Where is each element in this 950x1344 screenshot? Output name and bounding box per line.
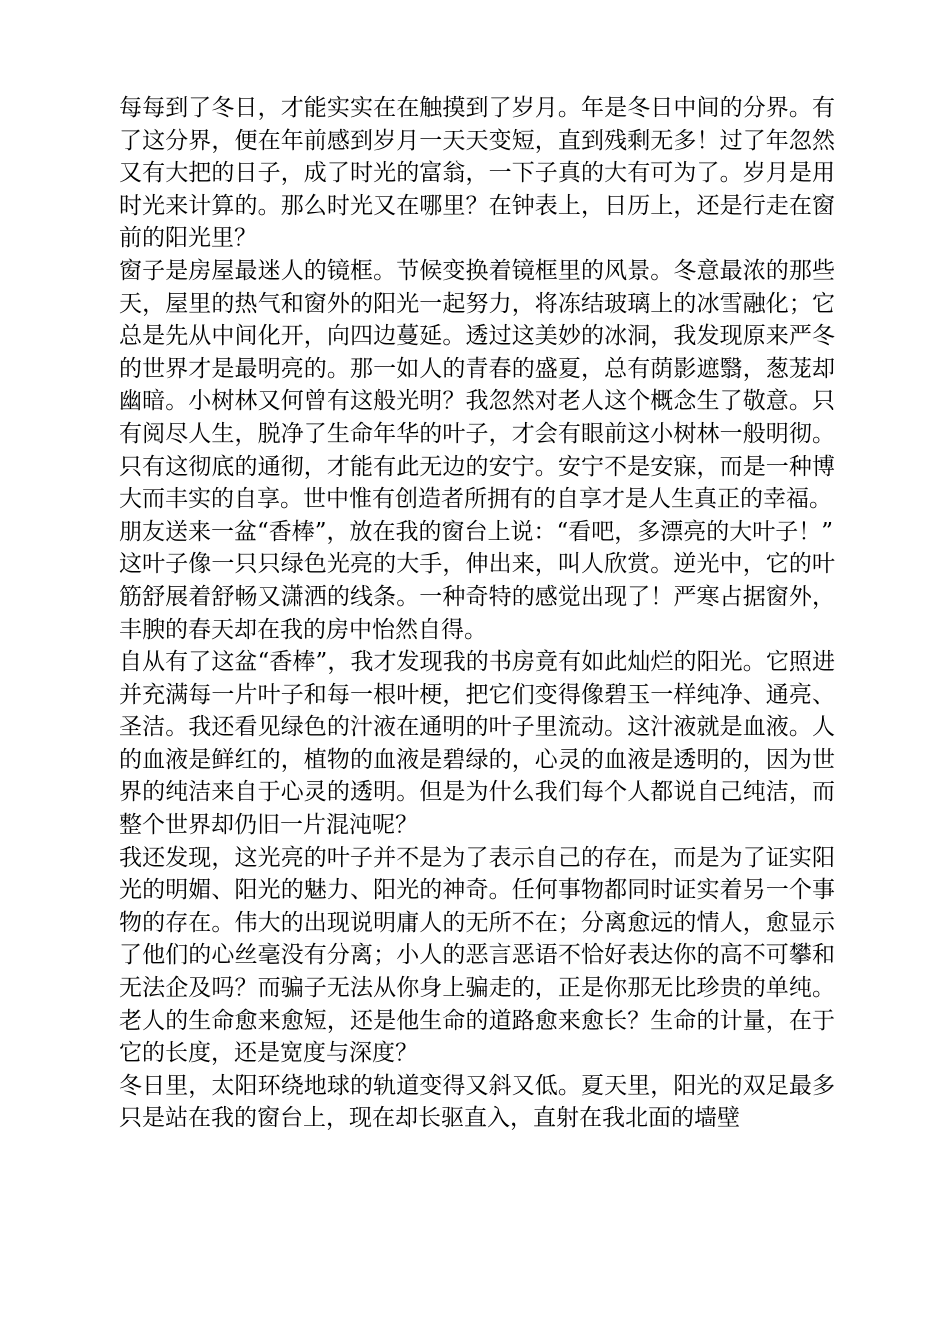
paragraph-7: 冬日里，太阳环绕地球的轨道变得又斜又低。夏天里，阳光的双足最多只是站在我的窗台上，现在却长驱直入，直射在我北面的墙壁 [119, 1072, 835, 1132]
paragraph-4: 这叶子像一只只绿色光亮的大手，伸出来，叫人欣赏。逆光中，它的叶筋舒展着舒畅又潇洒的线条。一种奇特的感觉出现了！严寒占据窗外，丰腴的春天却在我的房中怡然自得。 [119, 551, 835, 643]
paragraph-5: 自从有了这盆“香棒”，我才发现我的书房竟有如此灿烂的阳光。它照进并充满每一片叶子和每一根叶梗，把它们变得像碧玉一样纯净、通亮、圣洁。我还看见绿色的汁液在通明的叶子里流动。这汁液就是血液。人的血液是鲜红的，植物的血液是碧绿的，心灵的血液是透明的，因为世界的纯洁来自于心灵的透明。但是为什么我们每个人都说自己纯洁，而整个世界却仍旧一片混沌呢？ [119, 649, 835, 839]
paragraph-1: 每每到了冬日，才能实实在在触摸到了岁月。年是冬日中间的分界。有了这分界，便在年前感到岁月一天天变短，直到残剩无多！过了年忽然又有大把的日子，成了时光的富翁，一下子真的大有可为了。岁月是用时光来计算的。那么时光又在哪里？在钟表上，日历上，还是行走在窗前的阳光里？ [119, 95, 835, 252]
document-body [119, 92, 835, 1135]
paragraph-2: 窗子是房屋最迷人的镜框。节候变换着镜框里的风景。冬意最浓的那些天，屋里的热气和窗外的阳光一起努力，将冻结玻璃上的冰雪融化；它总是先从中间化开，向四边蔓延。透过这美妙的冰洞，我发现原来严冬的世界才是最明亮的。那一如人的青春的盛夏，总有荫影遮翳，葱茏却幽暗。小树林又何曾有这般光明？我忽然对老人这个概念生了敬意。只有阅尽人生，脱净了生命年华的叶子，才会有眼前这小树林一般明彻。只有这彻底的通彻，才能有此无边的安宁。安宁不是安寐，而是一种博大而丰实的自享。世中惟有创造者所拥有的自享才是人生真正的幸福。 [119, 257, 835, 513]
paragraph-3: 朋友送来一盆“香棒”，放在我的窗台上说：“看吧，多漂亮的大叶子！” [119, 518, 834, 545]
paragraph-6: 我还发现，这光亮的叶子并不是为了表示自己的存在，而是为了证实阳光的明媚、阳光的魅力、阳光的神奇。任何事物都同时证实着另一个事物的存在。伟大的出现说明庸人的无所不在；分离愈远的情人，愈显示了他们的心丝毫没有分离；小人的恶言恶语不恰好表达你的高不可攀和无法企及吗？而骗子无法从你身上骗走的，正是你那无比珍贵的单纯。老人的生命愈来愈短，还是他生命的道路愈来愈长？生命的计量，在于它的长度，还是宽度与深度？ [119, 844, 835, 1067]
